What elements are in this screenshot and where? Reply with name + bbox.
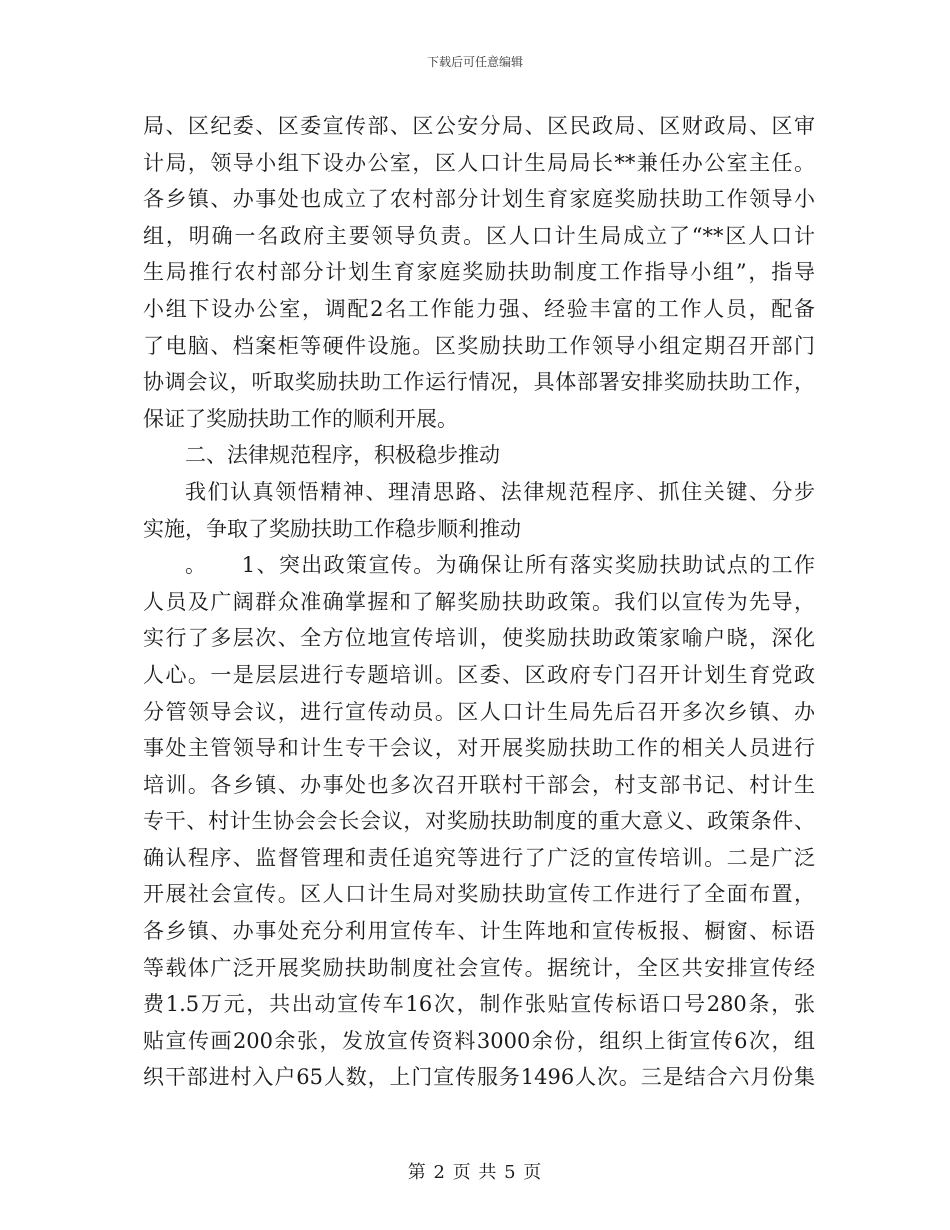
body-text-line: 确认程序、监督管理和责任追究等进行了广泛的宣传培训。二是广泛 bbox=[143, 845, 815, 870]
body-text-line: 专干、村计生协会会长会议，对奖励扶助制度的重大意义、政策条件、 bbox=[143, 809, 815, 834]
body-text-line: 实施，争取了奖励扶助工作稳步顺利推动 bbox=[143, 516, 521, 541]
body-text-line: 。 1、突出政策宣传。为确保让所有落实奖励扶助试点的工作 bbox=[185, 553, 815, 578]
body-text-line: 各乡镇、办事处充分利用宣传车、计生阵地和宣传板报、橱窗、标语 bbox=[143, 919, 815, 944]
body-text-line: 我们认真领悟精神、理清思路、法律规范程序、抓住关键、分步 bbox=[185, 479, 815, 504]
body-text-line: 人心。一是层层进行专题培训。区委、区政府专门召开计划生育党政 bbox=[143, 662, 815, 687]
body-text-line: 局、区纪委、区委宣传部、区公安分局、区民政局、区财政局、区审 bbox=[143, 114, 815, 138]
body-text-line: 贴宣传画200余张，发放宣传资料3000余份，组织上街宣传6次，组 bbox=[143, 1028, 815, 1053]
body-text-line: 培训。各乡镇、办事处也多次召开联村干部会，村支部书记、村计生 bbox=[143, 772, 815, 797]
body-text-line: 生局推行农村部分计划生育家庭奖励扶助制度工作指导小组”，指导 bbox=[143, 260, 815, 285]
body-text-line: 了电脑、档案柜等硬件设施。区奖励扶助工作领导小组定期召开部门 bbox=[143, 333, 815, 358]
body-text-line: 织干部进村入户65人数，上门宣传服务1496人次。三是结合六月份集 bbox=[143, 1065, 815, 1090]
body-text-line: 协调会议，听取奖励扶助工作运行情况，具体部署安排奖励扶助工作， bbox=[143, 370, 815, 395]
body-text-line: 小组下设办公室，调配2名工作能力强、经验丰富的工作人员，配备 bbox=[143, 296, 815, 321]
body-text-line: 分管领导会议，进行宣传动员。区人口计生局先后召开多次乡镇、办 bbox=[143, 699, 815, 724]
body-text-line: 费1.5万元，共出动宣传车16次，制作张贴宣传标语口号280条，张 bbox=[143, 992, 815, 1017]
body-text-line: 等载体广泛开展奖励扶助制度社会宣传。据统计，全区共安排宣传经 bbox=[143, 955, 815, 980]
body-text-line: 各乡镇、办事处也成立了农村部分计划生育家庭奖励扶助工作领导小 bbox=[143, 187, 815, 212]
body-text-line: 人员及广阔群众准确掌握和了解奖励扶助政策。我们以宣传为先导， bbox=[143, 589, 815, 614]
body-text-line: 组，明确一名政府主要领导负责。区人口计生局成立了“**区人口计 bbox=[143, 223, 815, 248]
body-text-line: 计局，领导小组下设办公室，区人口计生局局长**兼任办公室主任。 bbox=[143, 150, 815, 175]
body-text-line: 二、法律规范程序，积极稳步推动 bbox=[185, 443, 500, 468]
body-text-line: 开展社会宣传。区人口计生局对奖励扶助宣传工作进行了全面布置， bbox=[143, 882, 815, 907]
document-body bbox=[143, 108, 815, 1096]
body-text-line: 保证了奖励扶助工作的顺利开展。 bbox=[143, 406, 458, 431]
body-text-line: 实行了多层次、全方位地宣传培训，使奖励扶助政策家喻户晓，深化 bbox=[143, 626, 815, 651]
page-footer: 第 2 页 共 5 页 bbox=[407, 1162, 543, 1183]
body-text-line: 事处主管领导和计生专干会议，对开展奖励扶助工作的相关人员进行 bbox=[143, 736, 815, 761]
page-header: 下载后可任意编辑 bbox=[426, 55, 523, 69]
